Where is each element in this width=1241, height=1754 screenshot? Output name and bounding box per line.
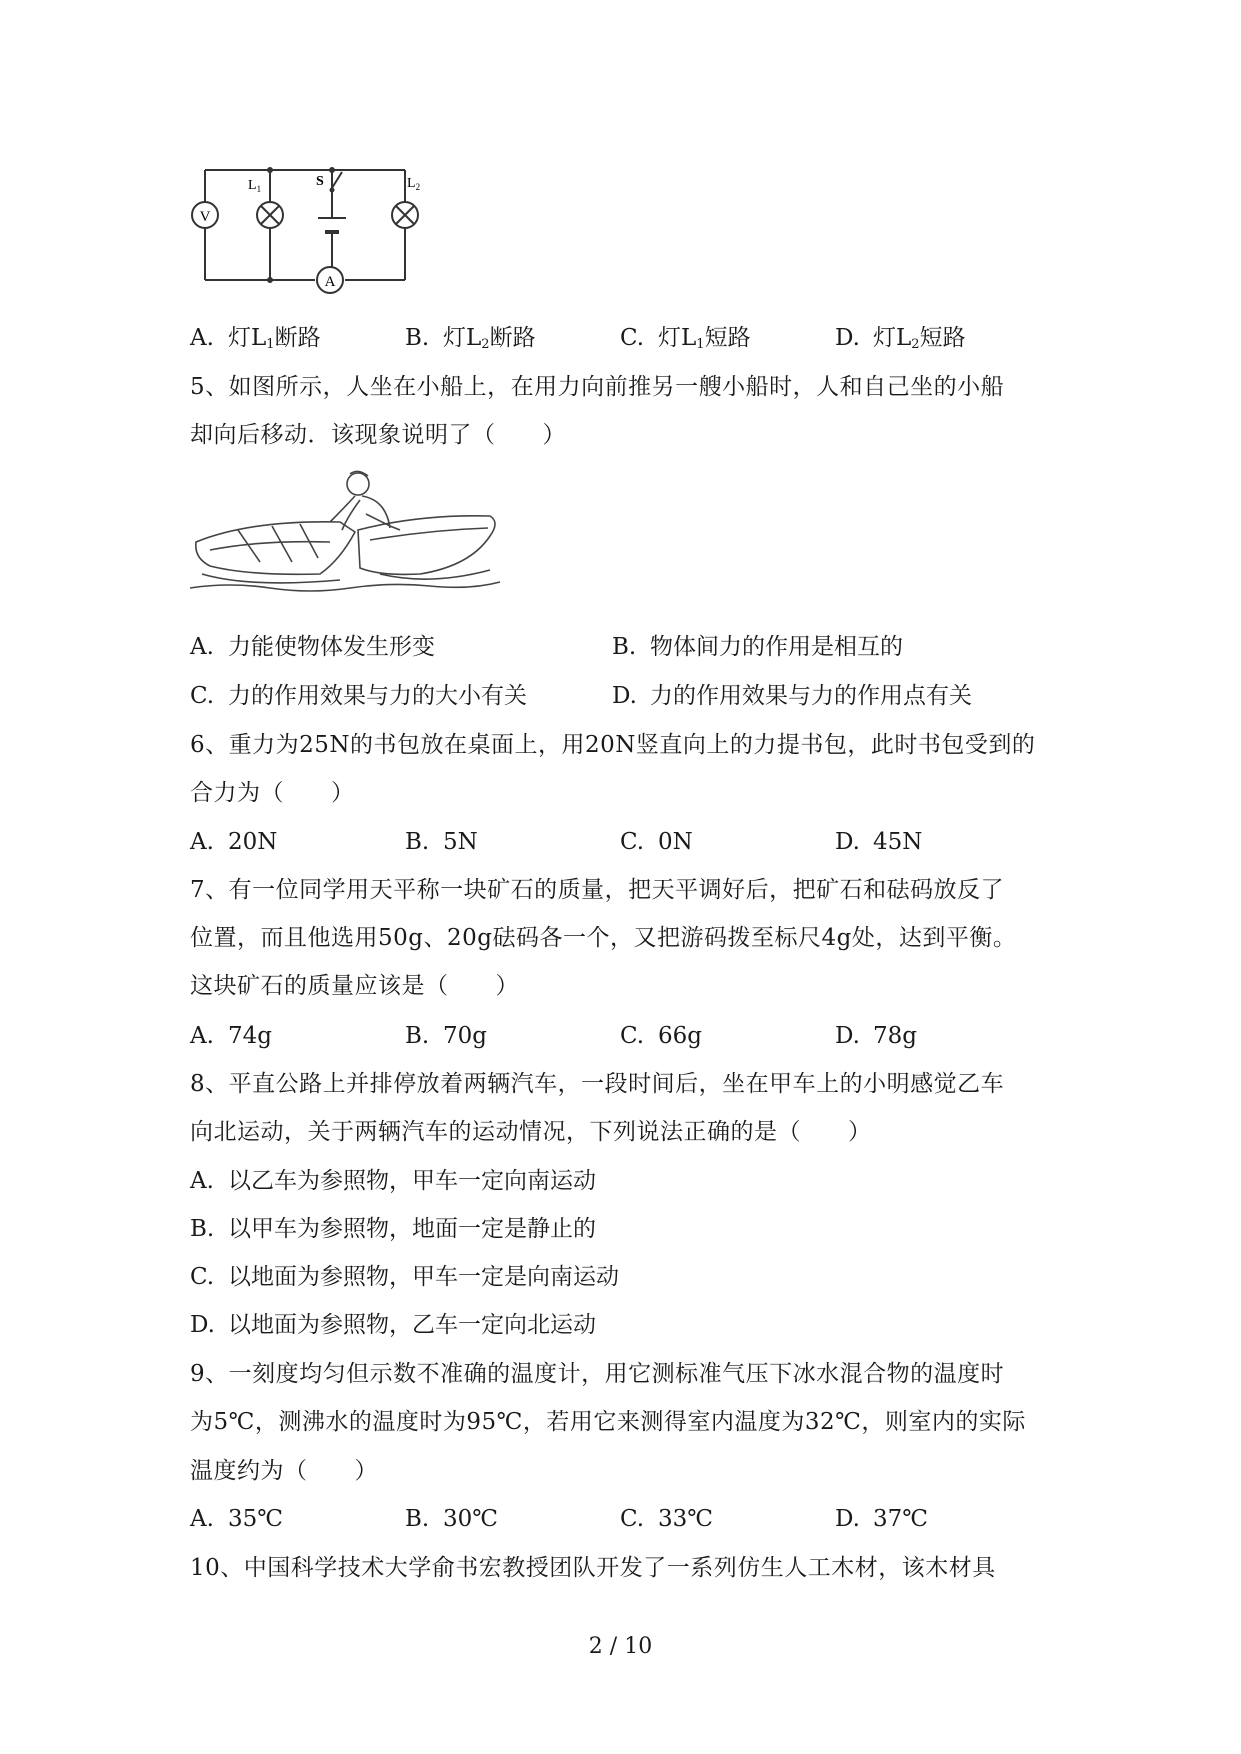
q7-option-a: A. 74g <box>190 1023 272 1049</box>
q8-option-a: A. 以乙车为参照物，甲车一定向南运动 <box>190 1168 596 1194</box>
q6-stem-line-1: 6、重力为25N的书包放在桌面上，用20N竖直向上的力提书包，此时书包受到的 <box>190 732 1036 758</box>
switch-label: S <box>316 174 324 189</box>
q7-stem-line-3: 这块矿石的质量应该是（ ） <box>190 973 519 999</box>
q4-option-d: D. 灯$L_2$短路 <box>835 325 966 352</box>
q6-stem-line-2: 合力为（ ） <box>190 780 355 806</box>
q8-stem-line-2: 向北运动，关于两辆汽车的运动情况，下列说法正确的是（ ） <box>190 1119 872 1145</box>
q9-stem-line-2: 为5℃，测沸水的温度时为95℃，若用它来测得室内温度为32℃，则室内的实际 <box>190 1409 1026 1435</box>
q4-option-a: A. 灯$L_1$断路 <box>190 325 321 352</box>
q8-option-c: C. 以地面为参照物，甲车一定是向南运动 <box>190 1264 619 1290</box>
q8-option-d: D. 以地面为参照物，乙车一定向北运动 <box>190 1312 596 1338</box>
q6-option-b: B. 5N <box>405 829 478 855</box>
q9-option-b: B. 30℃ <box>405 1506 498 1532</box>
ammeter-label: A <box>324 274 336 290</box>
boat-push-illustration <box>190 470 510 600</box>
q9-stem-line-1: 9、一刻度均匀但示数不准确的温度计，用它测标准气压下冰水混合物的温度时 <box>190 1361 1005 1387</box>
lamp-l1-label: $L_1$ <box>248 178 262 194</box>
circuit-diagram <box>190 160 420 300</box>
q5-stem-line-2: 却向后移动．该现象说明了（ ） <box>190 422 566 448</box>
q9-option-d: D. 37℃ <box>835 1506 928 1532</box>
lamp-l1-symbol <box>257 202 283 228</box>
q5-stem-line-1: 5、如图所示，人坐在小船上，在用力向前推另一艘小船时，人和自己坐的小船 <box>190 374 1005 400</box>
q7-option-b: B. 70g <box>405 1023 487 1049</box>
q7-option-d: D. 78g <box>835 1023 917 1049</box>
q7-stem-line-2: 位置，而且他选用50g、20g砝码各一个，又把游码拨至标尺4g处，达到平衡。 <box>190 925 1017 951</box>
q4-option-b: B. 灯$L_2$断路 <box>405 325 536 352</box>
q5-option-c: C. 力的作用效果与力的大小有关 <box>190 683 527 709</box>
lamp-l2-label: $L_2$ <box>407 176 420 192</box>
q8-stem-line-1: 8、平直公路上并排停放着两辆汽车，一段时间后，坐在甲车上的小明感觉乙车 <box>190 1071 1005 1097</box>
q6-option-a: A. 20N <box>190 829 278 855</box>
voltmeter-label: V <box>199 209 211 225</box>
q9-stem-line-3: 温度约为（ ） <box>190 1458 378 1484</box>
q7-option-c: C. 66g <box>620 1023 702 1049</box>
q9-option-c: C. 33℃ <box>620 1506 713 1532</box>
q9-option-a: A. 35℃ <box>190 1506 283 1532</box>
q6-option-d: D. 45N <box>835 829 923 855</box>
q5-option-b: B. 物体间力的作用是相互的 <box>612 634 903 660</box>
q4-option-c: C. 灯$L_1$短路 <box>620 325 751 352</box>
q6-option-c: C. 0N <box>620 829 693 855</box>
q5-option-d: D. 力的作用效果与力的作用点有关 <box>612 683 972 709</box>
q7-stem-line-1: 7、有一位同学用天平称一块矿石的质量，把天平调好后，把矿石和砝码放反了 <box>190 877 1005 903</box>
page-number: 2 / 10 <box>588 1634 653 1659</box>
q10-stem-line-1: 10、中国科学技术大学俞书宏教授团队开发了一系列仿生人工木材，该木材具 <box>190 1555 996 1581</box>
lamp-l2-symbol <box>392 202 418 228</box>
q8-option-b: B. 以甲车为参照物，地面一定是静止的 <box>190 1216 596 1242</box>
q5-option-a: A. 力能使物体发生形变 <box>190 634 435 660</box>
